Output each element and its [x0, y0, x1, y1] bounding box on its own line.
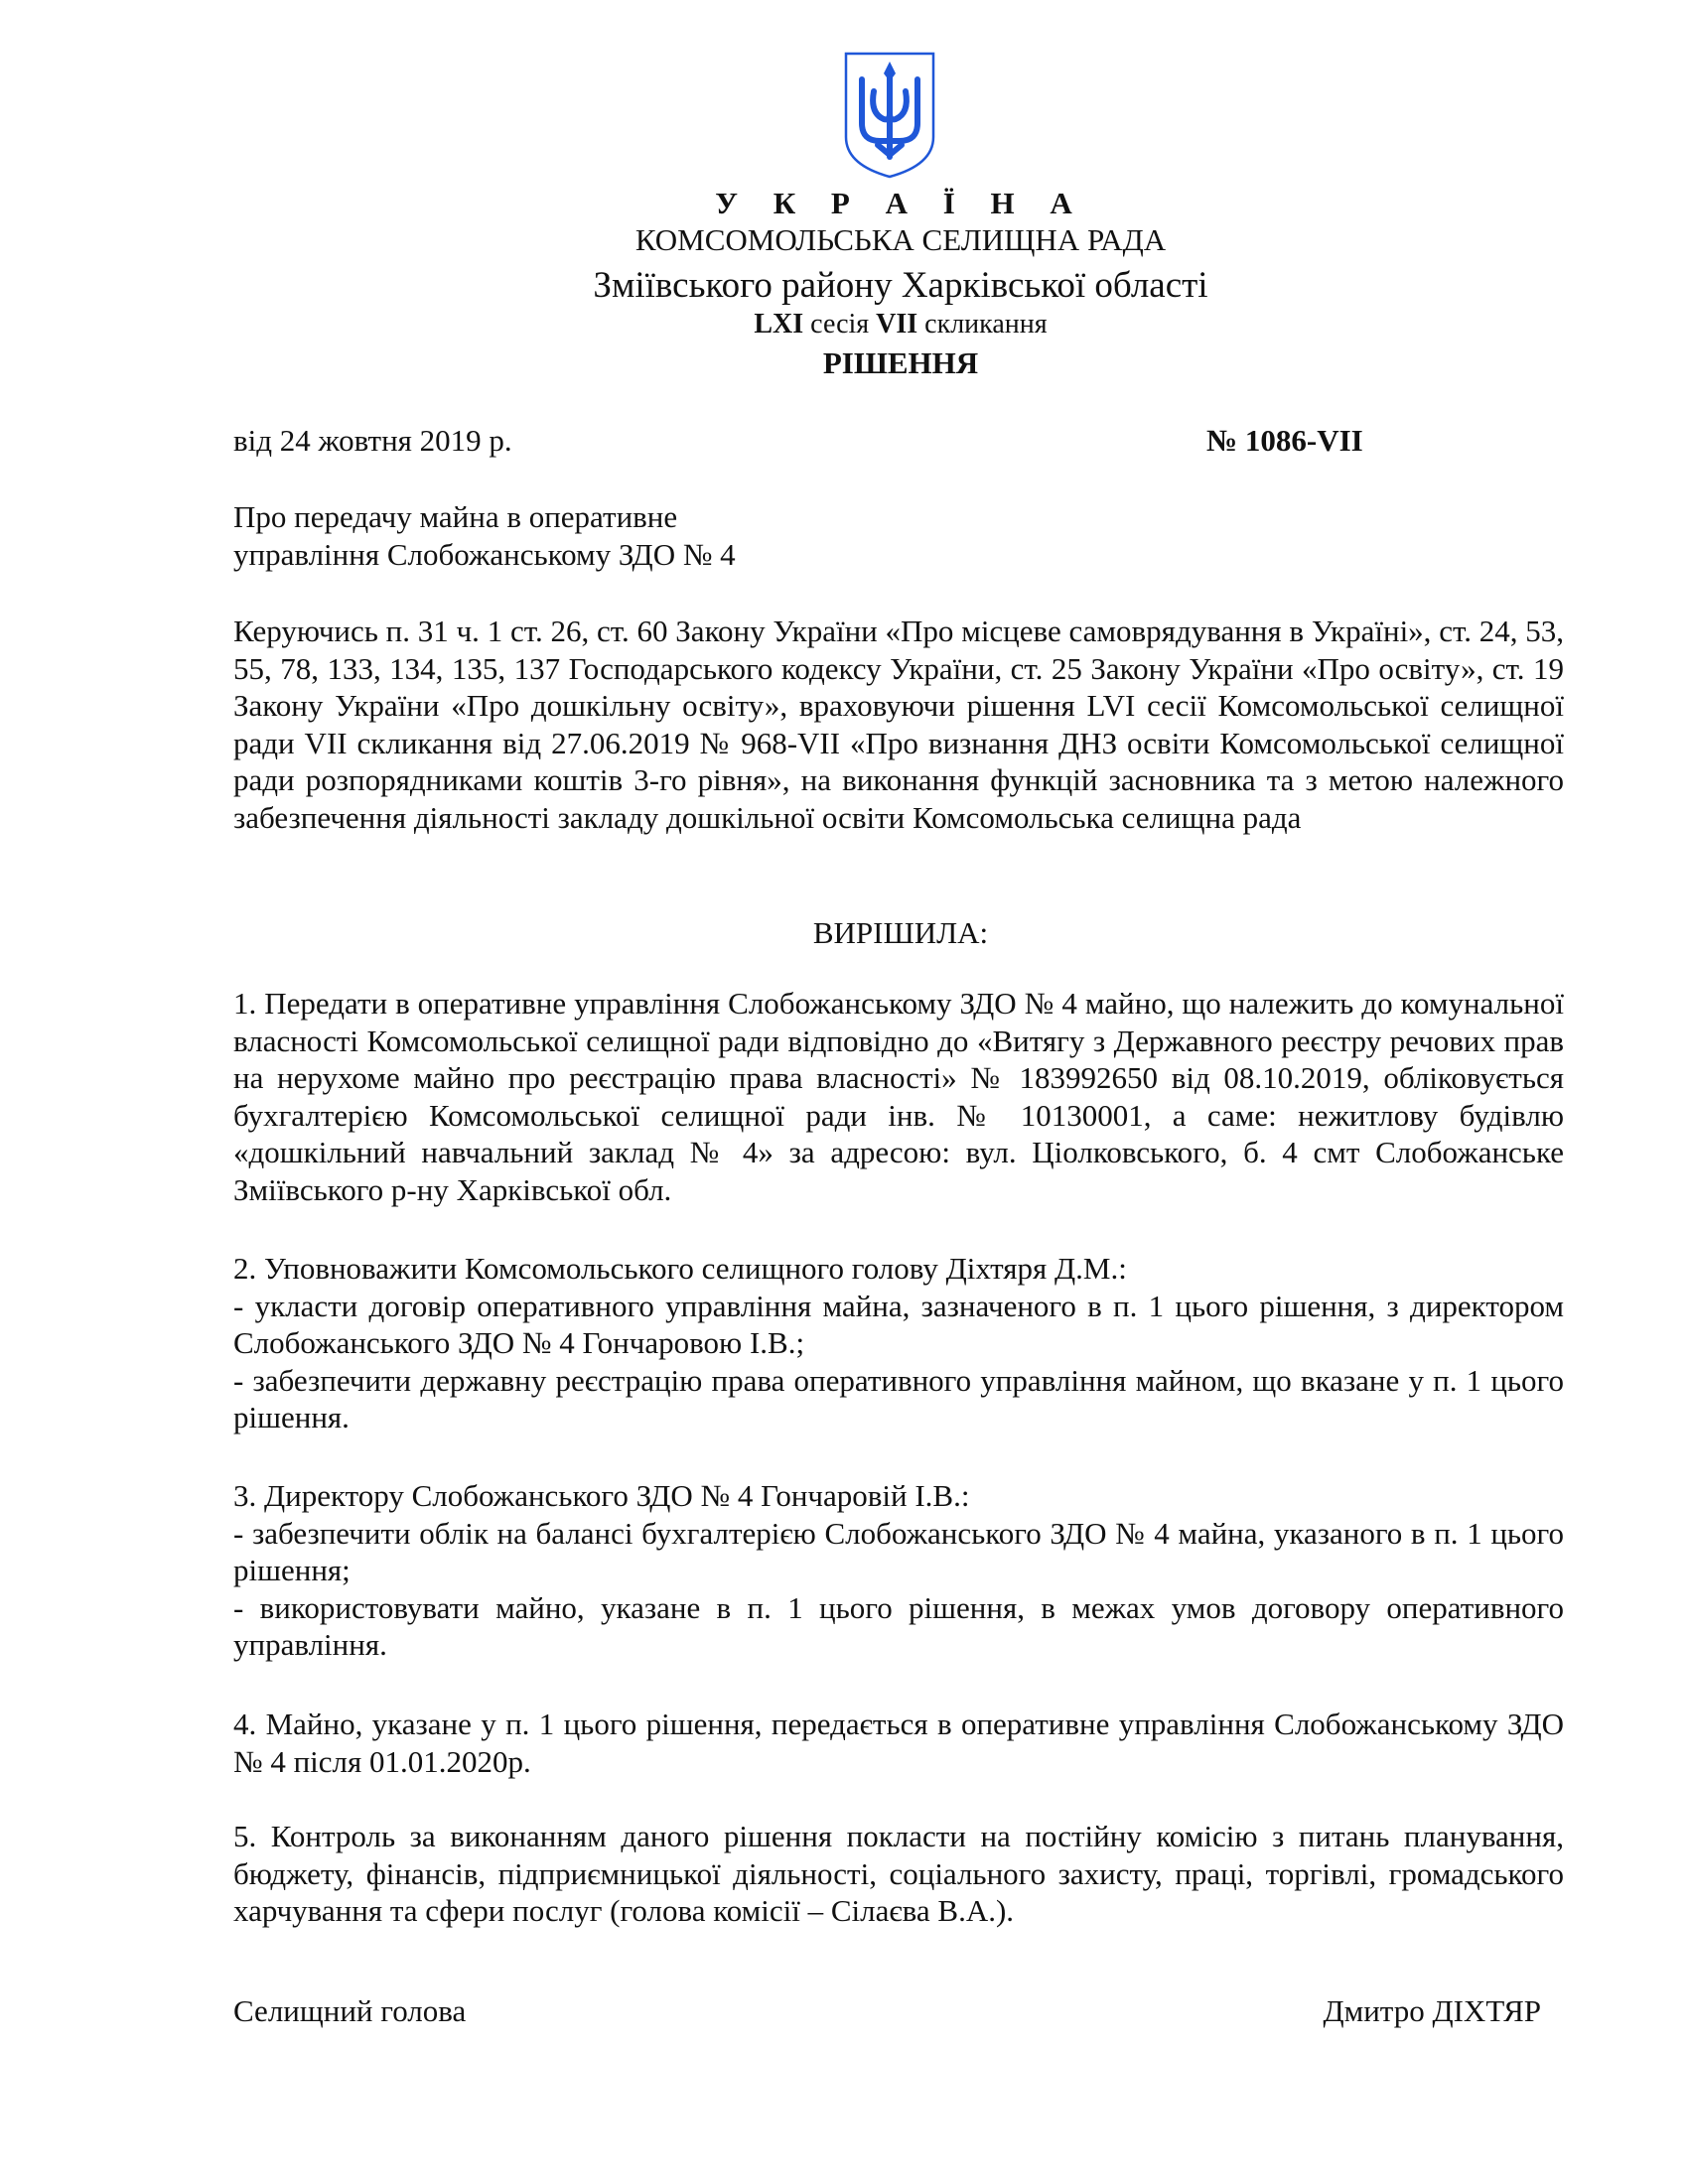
signatory-position: Селищний голова — [233, 1993, 467, 2028]
point-3-title: 3. Директору Слобожанського ЗДО № 4 Гончаровій І.В.: — [233, 1478, 970, 1513]
convocation-number: VII — [876, 309, 918, 340]
point-5: 5. Контроль за виконанням даного рішення покласти на постійну комісію з питань планування, бюджету, фінансів, підприємницької діяльності, соціального захисту, праці, торгівлі, громадського харчування та сфери послуг (голова комісії – Сілаєва В.А.). — [233, 1819, 1564, 1928]
signatory-name: Дмитро ДІХТЯР — [1323, 1993, 1541, 2028]
council-name: КОМСОМОЛЬСЬКА СЕЛИЩНА РАДА — [634, 222, 1167, 257]
point-4: 4. Майно, указане у п. 1 цього рішення, передається в оперативне управління Слобожанському ЗДО № 4 після 01.01.2020р. — [233, 1706, 1564, 1779]
point-1: 1. Передати в оперативне управління Слобожанському ЗДО № 4 майно, що належить до комунальної власності Комсомольської селищної ради відповідно до «Витягу з Державного реєстру речових прав на нерухоме майно про реєстрацію права власності» № 183992650 від 08.10.2019, обліковується бухгалтерією Комсомольської селищної ради інв. № 10130001, а саме: нежитлову будівлю «дошкільний навчальний заклад № 4» за адресою: вул. Ціолковського, б. 4 смт Слобожанське Зміївського р-ну Харківської обл. — [233, 986, 1564, 1207]
point-3-item-a: - забезпечити облік на балансі бухгалтерією Слобожанського ЗДО № 4 майна, указаного в п. 1 цього рішення; — [233, 1515, 1564, 1587]
point-2-item-b: - забезпечити державну реєстрацію права оперативного управління майном, що вказане у п. 1 цього рішення. — [233, 1362, 1564, 1434]
session-word: сесія — [810, 309, 870, 340]
point-3-item-b: - використовувати майно, указане в п. 1 цього рішення, в межах умов договору оперативного управління. — [233, 1589, 1564, 1662]
coat-of-arms-icon — [840, 50, 939, 181]
resolved-heading: ВИРІШИЛА: — [812, 915, 989, 950]
decision-date: від 24 жовтня 2019 р. — [233, 423, 512, 458]
point-3 — [233, 1477, 1564, 1664]
country-title: У К Р А Ї Н А — [715, 186, 1086, 220]
decision-number: № 1086-VII — [1206, 423, 1363, 458]
subject-line: Про передачу майна в оперативне — [233, 499, 678, 534]
session-number: LXI — [754, 309, 804, 340]
session-line — [0, 309, 1688, 341]
decision-subject — [233, 498, 736, 574]
point-2-title: 2. Уповноважити Комсомольського селищного голову Діхтяря Д.М.: — [233, 1251, 1127, 1286]
document-type: РІШЕННЯ — [822, 345, 979, 380]
subject-line: управління Слобожанському ЗДО № 4 — [233, 537, 736, 572]
preamble-paragraph: Керуючись п. 31 ч. 1 ст. 26, ст. 60 Закону України «Про місцеве самоврядування в Україні», ст. 24, 53, 55, 78, 133, 134, 135, 137 Господарського кодексу України, ст. 25 Закону України «Про освіту», ст. 19 Закону України «Про дошкільну освіту», враховуючи рішення LVI сесії Комсомольської селищної ради VII скликання від 27.06.2019 № 968-VII «Про визнання ДНЗ освіти Комсомольської селищної ради розпорядниками коштів 3-го рівня», на виконання функцій засновника та з метою належного забезпечення діяльності закладу дошкільної освіти Комсомольська селищна рада — [233, 614, 1564, 835]
convocation-word: скликання — [924, 309, 1048, 340]
district-name: Зміївського району Харківської області — [593, 265, 1208, 306]
point-2-item-a: - укласти договір оперативного управління майна, зазначеного в п. 1 цього рішення, з директором Слобожанського ЗДО № 4 Гончаровою І.В.; — [233, 1288, 1564, 1360]
point-2 — [233, 1250, 1564, 1436]
